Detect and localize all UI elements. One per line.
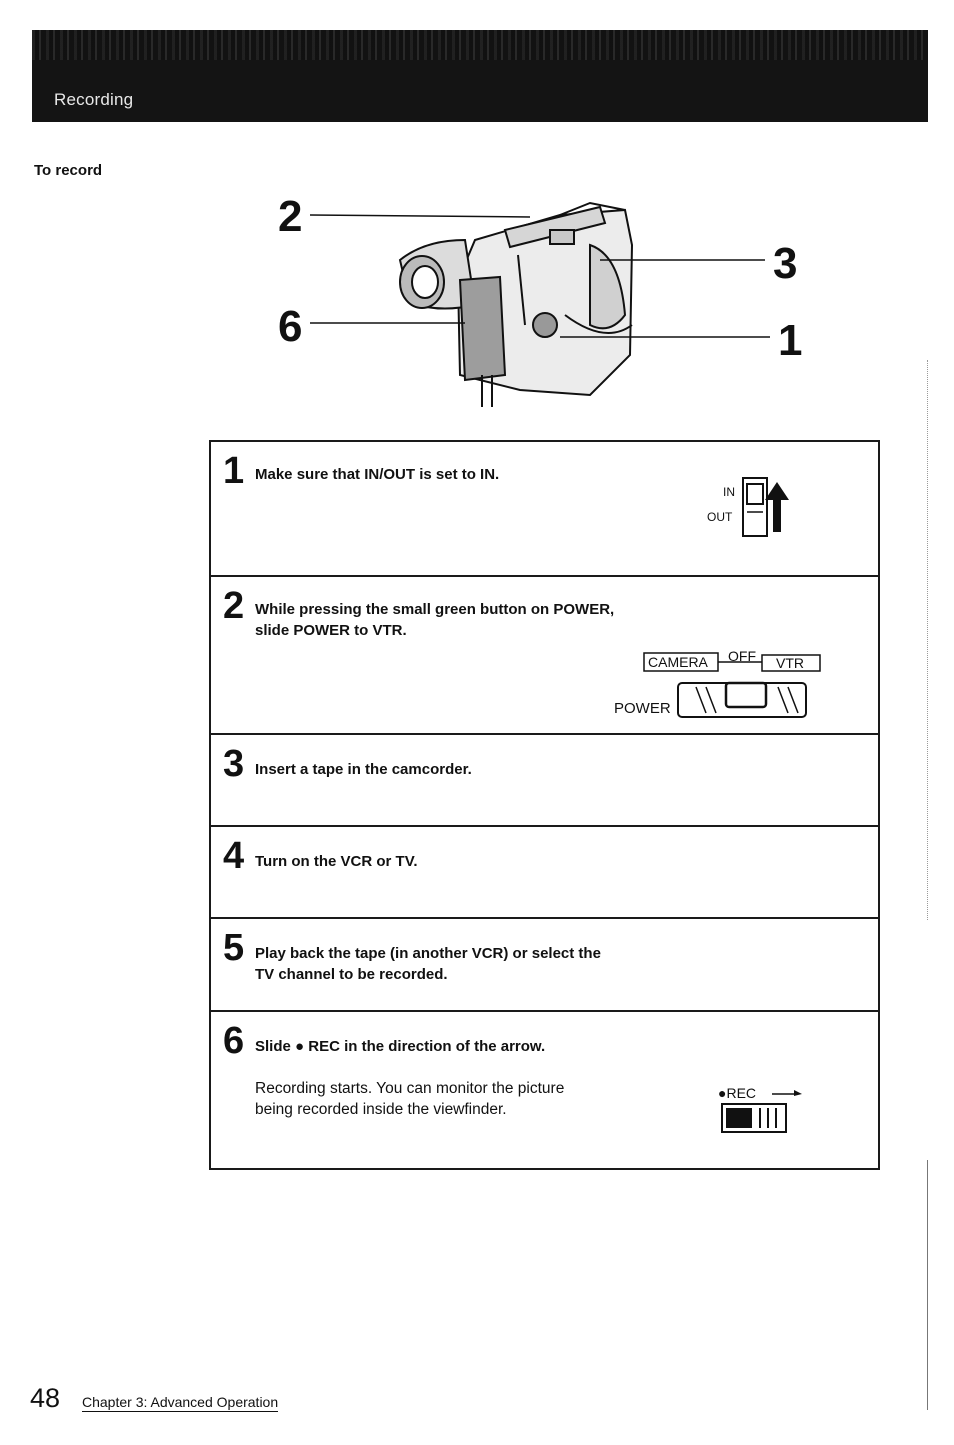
rec-switch-illustration bbox=[716, 1082, 816, 1142]
step-note-line1: Recording starts. You can monitor the picture bbox=[255, 1080, 565, 1097]
step-number: 4 bbox=[223, 835, 245, 877]
page-header bbox=[32, 30, 928, 122]
step-number: 6 bbox=[223, 1020, 245, 1062]
rec-slider-knob bbox=[726, 1108, 752, 1128]
camera-label: CAMERA bbox=[648, 654, 708, 670]
step-text: Insert a tape in the camcorder. bbox=[255, 761, 472, 778]
step-2 bbox=[211, 577, 878, 735]
step-6 bbox=[211, 1012, 878, 1168]
vtr-label: VTR bbox=[776, 655, 804, 671]
callout-2: 2 bbox=[278, 192, 303, 241]
step-number: 1 bbox=[223, 450, 245, 492]
in-out-switch-illustration bbox=[701, 472, 801, 542]
step-text-line2: TV channel to be recorded. bbox=[255, 966, 448, 983]
camcorder-figure bbox=[260, 185, 820, 415]
off-label: OFF bbox=[728, 648, 756, 664]
power-slider-knob bbox=[726, 683, 766, 707]
header-texture bbox=[32, 30, 928, 60]
callout-1: 1 bbox=[778, 316, 803, 365]
step-text: Turn on the VCR or TV. bbox=[255, 853, 418, 870]
step-text: Make sure that IN/OUT is set to IN. bbox=[255, 466, 500, 483]
page-number: 48 bbox=[30, 1383, 61, 1413]
step-5 bbox=[211, 919, 878, 1012]
callout-6: 6 bbox=[278, 302, 303, 351]
power-switch-illustration bbox=[606, 647, 836, 727]
step-text: Slide ● REC in the direction of the arrow. bbox=[255, 1038, 546, 1055]
steps-box bbox=[209, 440, 880, 1170]
step-text-line2: slide POWER to VTR. bbox=[255, 622, 407, 639]
step-text-line1: While pressing the small green button on POWER, bbox=[255, 601, 615, 618]
callout-3: 3 bbox=[773, 239, 798, 288]
switch-knob bbox=[747, 484, 763, 504]
step-note-line2: being recorded inside the viewfinder. bbox=[255, 1101, 507, 1118]
out-label: OUT bbox=[707, 510, 733, 524]
camcorder-illustration bbox=[400, 203, 632, 407]
step-3 bbox=[211, 735, 878, 827]
section-label: To record bbox=[34, 162, 103, 179]
step-number: 3 bbox=[223, 743, 245, 785]
margin-mark bbox=[927, 360, 928, 920]
step-text-line1: Play back the tape (in another VCR) or select the bbox=[255, 945, 601, 962]
in-label: IN bbox=[723, 485, 735, 499]
header-title: Recording bbox=[54, 90, 134, 109]
rec-label: ●REC bbox=[718, 1085, 757, 1101]
power-label: POWER bbox=[614, 700, 671, 717]
chapter-title: Chapter 3: Advanced Operation bbox=[82, 1394, 279, 1410]
arrow-up-icon bbox=[765, 482, 789, 532]
margin-mark bbox=[927, 1160, 928, 1410]
step-1 bbox=[211, 442, 878, 577]
step-number: 5 bbox=[223, 927, 245, 969]
step-4 bbox=[211, 827, 878, 919]
step-number: 2 bbox=[223, 585, 245, 627]
